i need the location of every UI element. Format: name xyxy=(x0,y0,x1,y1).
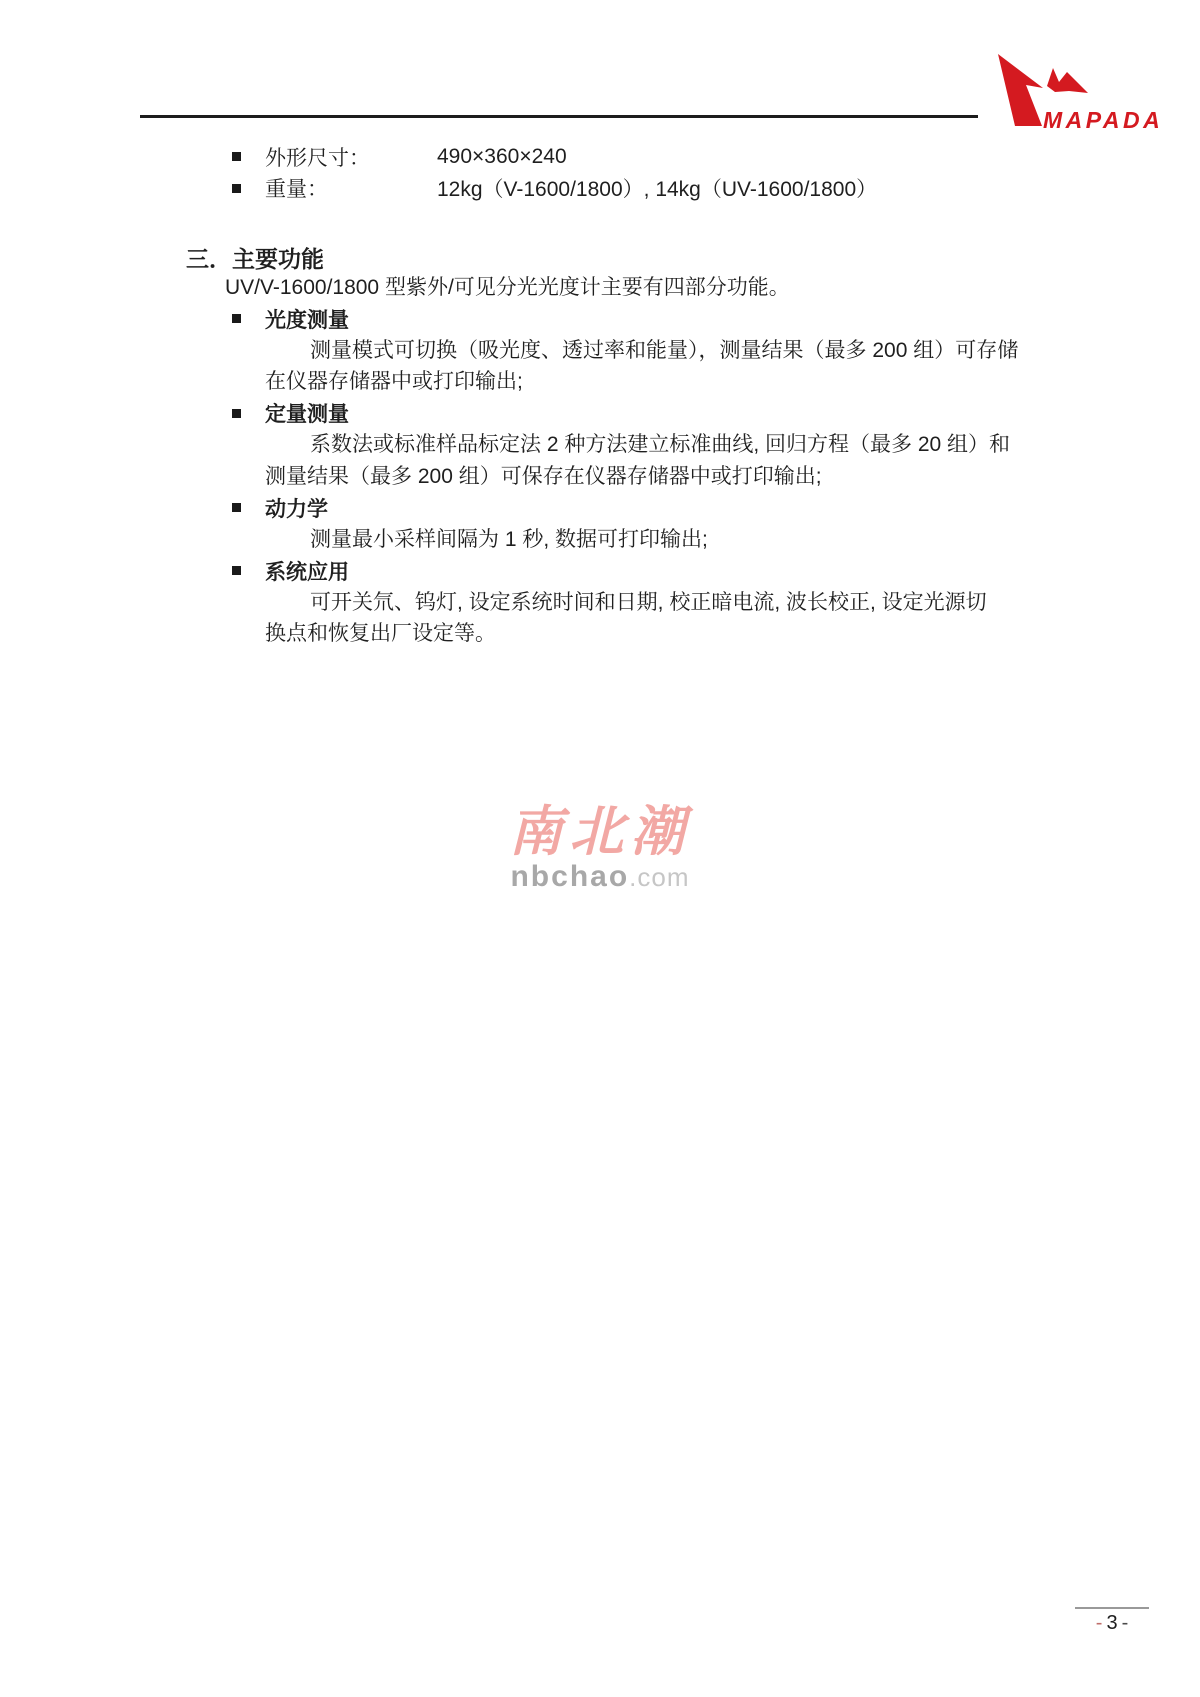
bullet-square-icon xyxy=(232,566,241,575)
feature-desc-line: 测量结果（最多 200 组）可保存在仪器存储器中或打印输出; xyxy=(265,464,822,488)
bullet-square-icon xyxy=(232,314,241,323)
spec-label: 重量： xyxy=(265,178,328,202)
feature-desc-line: 可开关氘、钨灯, 设定系统时间和日期, 校正暗电流, 波长校正, 设定光源切 xyxy=(310,590,987,614)
page-number-dash-right: - xyxy=(1121,1612,1129,1634)
bullet-square-icon xyxy=(232,503,241,512)
bullet-square-icon xyxy=(232,152,241,161)
section-heading xyxy=(186,241,324,274)
feature-description xyxy=(265,335,1019,398)
feature-list xyxy=(232,303,1019,650)
footer-divider xyxy=(1075,1607,1149,1609)
feature-title-row xyxy=(232,303,1002,335)
page-number-dash-left: - xyxy=(1095,1612,1103,1634)
logo-arrow-icon xyxy=(998,54,1043,126)
feature-desc-line: 测量模式可切换（吸光度、透过率和能量），测量结果（最多 200 组）可存储 xyxy=(310,338,1019,362)
spec-list xyxy=(232,141,877,204)
spec-label: 外形尺寸： xyxy=(265,146,370,170)
feature-title: 动力学 xyxy=(265,497,328,521)
header-divider xyxy=(140,115,978,118)
watermark xyxy=(508,799,692,893)
spec-row-weight xyxy=(232,173,877,205)
feature-title-row xyxy=(232,398,1002,430)
watermark-site-line xyxy=(509,862,692,892)
section-intro: UV/V-1600/1800 型紫外/可见分光光度计主要有四部分功能。 xyxy=(225,276,790,299)
section-title: 主要功能 xyxy=(232,246,324,272)
watermark-site-tld: .com xyxy=(629,862,690,892)
logo-brand-text: MAPADA xyxy=(1043,107,1164,132)
page-number xyxy=(1070,1612,1154,1635)
feature-title-row xyxy=(232,555,1002,587)
feature-quantitative xyxy=(232,398,1011,493)
spec-value: 12kg（V-1600/1800）, 14kg（UV-1600/1800） xyxy=(437,178,878,202)
feature-title-row xyxy=(232,492,1002,524)
feature-title: 系统应用 xyxy=(265,560,349,584)
spec-row-dimensions xyxy=(232,141,877,173)
feature-description xyxy=(265,587,1002,650)
feature-desc-line: 系数法或标准样品标定法 2 种方法建立标准曲线, 回归方程（最多 20 组）和 xyxy=(310,433,1011,456)
feature-kinetics xyxy=(232,492,1002,555)
page-number-value: 3 xyxy=(1106,1612,1118,1634)
feature-photometry xyxy=(232,303,1019,398)
spec-value: 490×360×240 xyxy=(437,144,567,168)
feature-description xyxy=(265,524,1002,556)
feature-title: 光度测量 xyxy=(265,308,349,332)
bullet-square-icon xyxy=(232,409,241,418)
section-number: 三． xyxy=(186,246,232,272)
feature-desc-line: 测量最小采样间隔为 1 秒, 数据可打印输出; xyxy=(310,527,708,551)
feature-desc-line: 在仪器存储器中或打印输出; xyxy=(265,370,523,393)
feature-desc-line: 换点和恢复出厂设定等。 xyxy=(265,622,496,645)
watermark-cjk-text: 南北潮 xyxy=(508,799,692,863)
watermark-site-name: nbchao xyxy=(510,860,630,893)
feature-system xyxy=(232,555,1002,650)
feature-description xyxy=(265,429,1011,492)
bullet-square-icon xyxy=(232,184,241,193)
feature-title: 定量测量 xyxy=(265,403,349,427)
mapada-logo xyxy=(985,40,1180,132)
logo-lightning-icon xyxy=(1047,68,1088,93)
mapada-logo-graphic xyxy=(985,40,1180,132)
